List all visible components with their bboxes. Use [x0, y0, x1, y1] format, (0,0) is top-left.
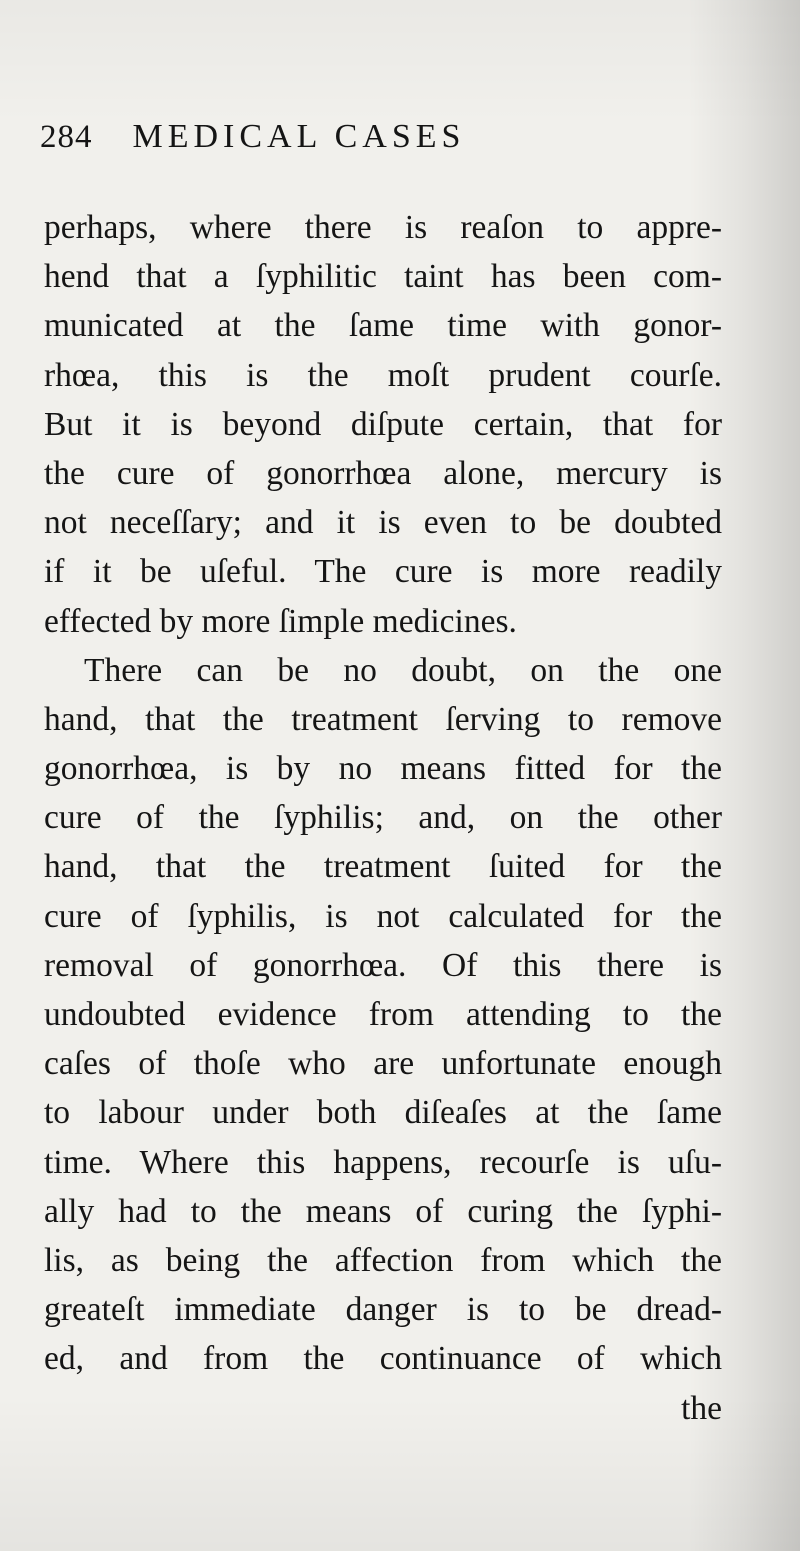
text-line: There can be no doubt, on the one: [84, 651, 722, 689]
text-line: time. Where this happens, recourſe is uſu-: [44, 1143, 722, 1181]
text-line: greateſt immediate danger is to be dread-: [44, 1291, 722, 1329]
text-line: But it is beyond diſpute certain, that for: [44, 405, 722, 443]
text-line: ed, and from the continuance of which: [44, 1340, 722, 1378]
body-text: [44, 203, 722, 1433]
text-line: cure of ſyphilis, is not calculated for the: [44, 897, 722, 935]
catchword: the: [681, 1389, 722, 1427]
text-line: hend that a ſyphilitic taint has been com-: [44, 258, 722, 296]
text-line: effected by more ſimple medicines.: [44, 602, 517, 640]
text-line: caſes of thoſe who are unfortunate enough: [44, 1045, 722, 1083]
text-line: not neceſſary; and it is even to be doubted: [44, 504, 722, 542]
text-line: undoubted evidence from attending to the: [44, 996, 722, 1033]
text-line: removal of gonorrhœa. Of this there is: [44, 946, 722, 984]
text-line: hand, that the treatment ſuited for the: [44, 848, 722, 886]
page-header: [40, 118, 740, 168]
text-line: cure of the ſyphilis; and, on the other: [44, 799, 722, 837]
text-line: the cure of gonorrhœa alone, mercury is: [44, 454, 722, 492]
text-line: ally had to the means of curing the ſyphi-: [44, 1192, 722, 1230]
text-line: if it be uſeful. The cure is more readily: [44, 553, 722, 591]
text-line: rhœa, this is the moſt prudent courſe.: [44, 356, 722, 394]
text-line: perhaps, where there is reaſon to appre-: [44, 209, 722, 246]
text-line: municated at the ſame time with gonor-: [44, 307, 722, 345]
text-line: lis, as being the affection from which the: [44, 1241, 722, 1279]
text-line: to labour under both diſeaſes at the ſame: [44, 1094, 722, 1132]
text-line: gonorrhœa, is by no means fitted for the: [44, 750, 722, 788]
page-number: 284: [40, 119, 93, 155]
running-head: MEDICAL CASES: [132, 118, 466, 155]
text-line: hand, that the treatment ſerving to remove: [44, 700, 722, 738]
